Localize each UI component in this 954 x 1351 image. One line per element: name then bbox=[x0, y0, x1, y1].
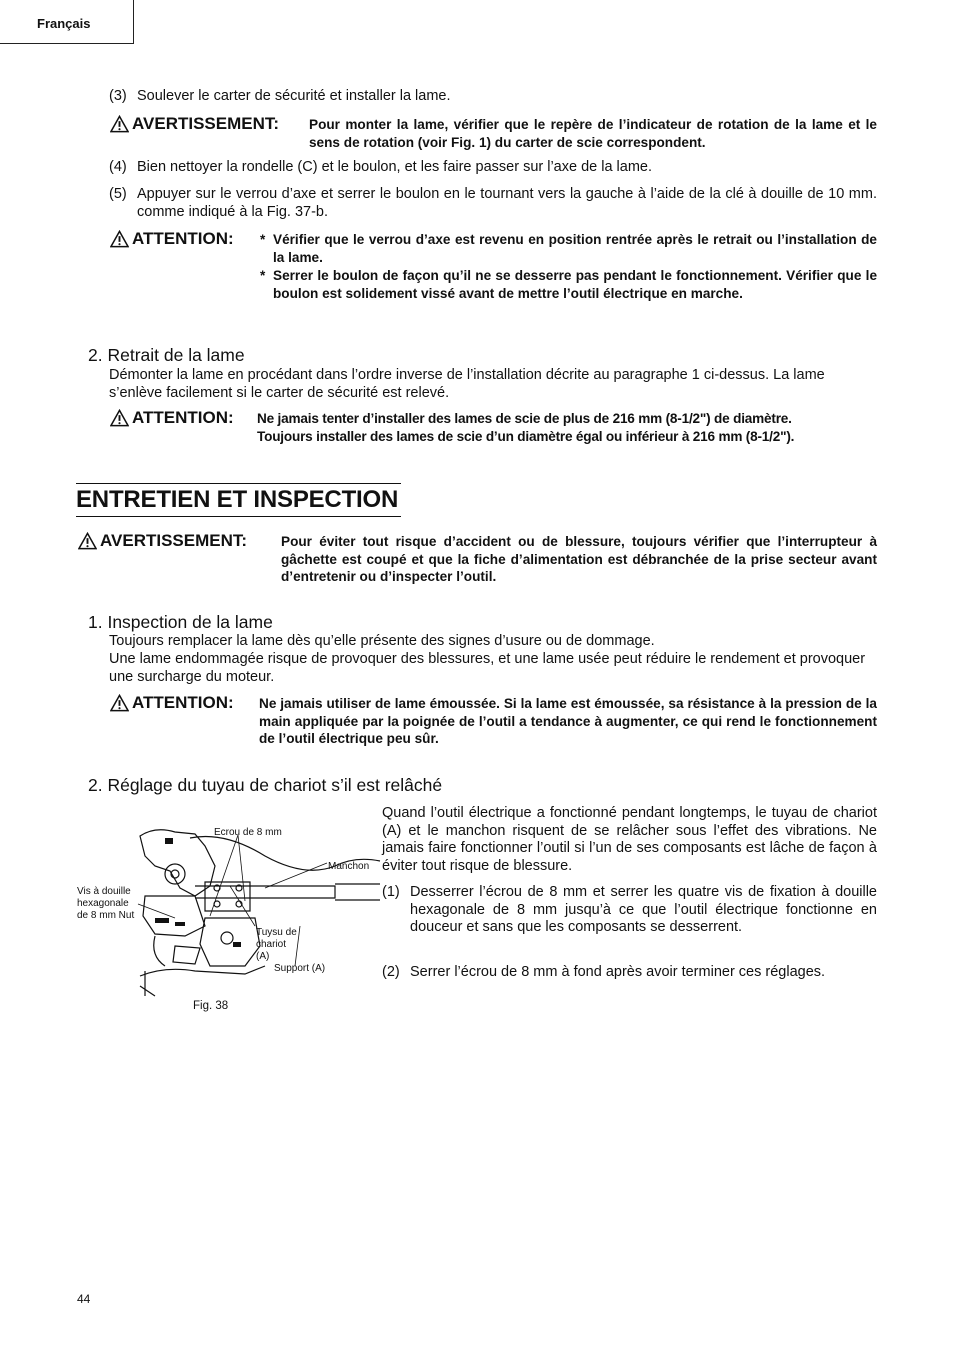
step-text: Serrer l’écrou de 8 mm à fond après avoir terminer ces réglages. bbox=[410, 964, 826, 980]
warning-label bbox=[110, 114, 279, 134]
install-step-3 bbox=[109, 88, 879, 106]
warning-triangle-icon bbox=[110, 115, 129, 133]
label-tuyau-line-1: Tuysu de bbox=[256, 927, 297, 938]
adjust-intro: Quand l’outil électrique a fonctionné pendant longtemps, le tuyau de chariot (A) et le manchon risquent de se relâcher sous l’effet des vibrations. Ne jamais faire fonctionner l’outil si l’un de ses composants est lâche de façon à éviter tout risque de blessure. bbox=[382, 805, 877, 874]
figure-38-illustration bbox=[135, 826, 385, 998]
attention-label bbox=[110, 408, 234, 428]
step-text: Desserrer l’écrou de 8 mm et serrer les quatre vis de fixation à douille hexagonale de 8 mm jusqu’à ce que l’outil électrique fonctionne en douceur et sans que les composants se desserrent. bbox=[410, 884, 877, 935]
attention-item-text: Serrer le boulon de façon qu’il ne se desserre pas pendant le fonctionnement. Vérifier que le boulon est solidement vissé avant de mettre l’outil électrique en marche. bbox=[273, 268, 877, 301]
bullet-star: * bbox=[260, 232, 266, 247]
inspection-heading: 1. Inspection de la lame bbox=[88, 612, 273, 632]
warning-triangle-icon bbox=[110, 230, 129, 248]
step-number: (2) bbox=[382, 964, 400, 980]
inspection-line-1: Toujours remplacer la lame dès qu’elle présente des signes d’usure ou de dommage. bbox=[109, 633, 655, 649]
step-number: (4) bbox=[109, 159, 127, 175]
label-vis-line-3: de 8 mm Nut bbox=[77, 910, 135, 921]
warning-triangle-icon bbox=[110, 694, 129, 712]
label-vis-line-1: Vis à douille bbox=[77, 886, 131, 897]
label-support: Support (A) bbox=[274, 963, 326, 974]
attention-text: Ne jamais utiliser de lame émoussée. Si la lame est émoussée, sa résistance à la pression de la main appliquée par la poignée de l’outil a tendance à augmenter, ce qui rend le fonctionnement de l’outil électrique peu sûr. bbox=[259, 696, 877, 747]
adjust-step-1 bbox=[382, 884, 877, 937]
attention-item-2 bbox=[260, 267, 877, 302]
attention-label bbox=[110, 229, 234, 249]
warning-label bbox=[78, 531, 247, 551]
label-ecrou: Ecrou de 8 mm bbox=[214, 827, 282, 838]
removal-text: Démonter la lame en procédant dans l’ordre inverse de l’installation décrite au paragraphe 1 ci-dessus. La lame s’enlève facilement si le carter de sécurité est relevé. bbox=[109, 367, 825, 401]
attention-label-text: ATTENTION: bbox=[132, 693, 234, 712]
warning-text: Pour éviter tout risque d’accident ou de blessure, toujours vérifier que l’interrupteur à gâchette est coupé et que la fiche d’alimentation est débranchée de la prise secteur avant d’entretenir ou d’inspecter l’outil. bbox=[281, 534, 877, 585]
page-number: 44 bbox=[77, 1292, 91, 1306]
step-text: Soulever le carter de sécurité et installer la lame. bbox=[137, 88, 451, 104]
step-number: (1) bbox=[382, 884, 400, 900]
adjust-step-2 bbox=[382, 964, 882, 982]
step-text: Appuyer sur le verrou d’axe et serrer le boulon en le tournant vers la gauche à l’aide de la clé à douille de 10 mm. comme indiqué à la Fig. 37-b. bbox=[137, 186, 877, 220]
removal-heading: 2. Retrait de la lame bbox=[88, 345, 245, 365]
attention-item-text: Vérifier que le verrou d’axe est revenu en position rentrée après le retrait ou l’installation de la lame. bbox=[273, 232, 877, 265]
adjust-heading: 2. Réglage du tuyau de chariot s’il est relâché bbox=[88, 775, 443, 795]
label-tuyau-line-3: (A) bbox=[256, 951, 270, 962]
step-text: Bien nettoyer la rondelle (C) et le boulon, et les faire passer sur l’axe de la lame. bbox=[137, 159, 653, 175]
label-vis-line-2: hexagonale bbox=[77, 898, 129, 909]
step-number: (5) bbox=[109, 186, 127, 202]
install-step-5 bbox=[109, 186, 877, 221]
install-step-4 bbox=[109, 159, 879, 177]
figure-caption: Fig. 38 bbox=[193, 1000, 229, 1012]
attention-item-1 bbox=[260, 231, 877, 266]
attention-label bbox=[110, 693, 234, 713]
warning-text: Pour monter la lame, vérifier que le repère de l’indicateur de rotation de la lame et le sens de rotation (voir Fig. 1) du carter de scie correspondent. bbox=[309, 117, 877, 150]
warning-label-text: AVERTISSEMENT: bbox=[100, 531, 248, 550]
label-manchon: Manchon bbox=[328, 861, 370, 872]
warning-triangle-icon bbox=[78, 532, 97, 550]
attention-line-1: Ne jamais tenter d’installer des lames de scie de plus de 216 mm (8-1/2") de diamètre. bbox=[257, 411, 792, 426]
language-tab: Français bbox=[0, 0, 134, 44]
step-number: (3) bbox=[109, 88, 127, 104]
attention-label-text: ATTENTION: bbox=[132, 408, 234, 427]
inspection-line-2: Une lame endommagée risque de provoquer des blessures, et une lame usée peut réduire le rendement et provoquer une surcharge du moteur. bbox=[109, 651, 866, 685]
bullet-star: * bbox=[260, 268, 266, 283]
attention-label-text: ATTENTION: bbox=[132, 229, 234, 248]
warning-label-text: AVERTISSEMENT: bbox=[132, 114, 280, 133]
section-title: ENTRETIEN ET INSPECTION bbox=[76, 483, 401, 517]
warning-triangle-icon bbox=[110, 409, 129, 427]
attention-line-2: Toujours installer des lames de scie d’un diamètre égal ou inférieur à 216 mm (8-1/2"). bbox=[257, 429, 795, 444]
label-tuyau-line-2: chariot bbox=[256, 939, 287, 950]
